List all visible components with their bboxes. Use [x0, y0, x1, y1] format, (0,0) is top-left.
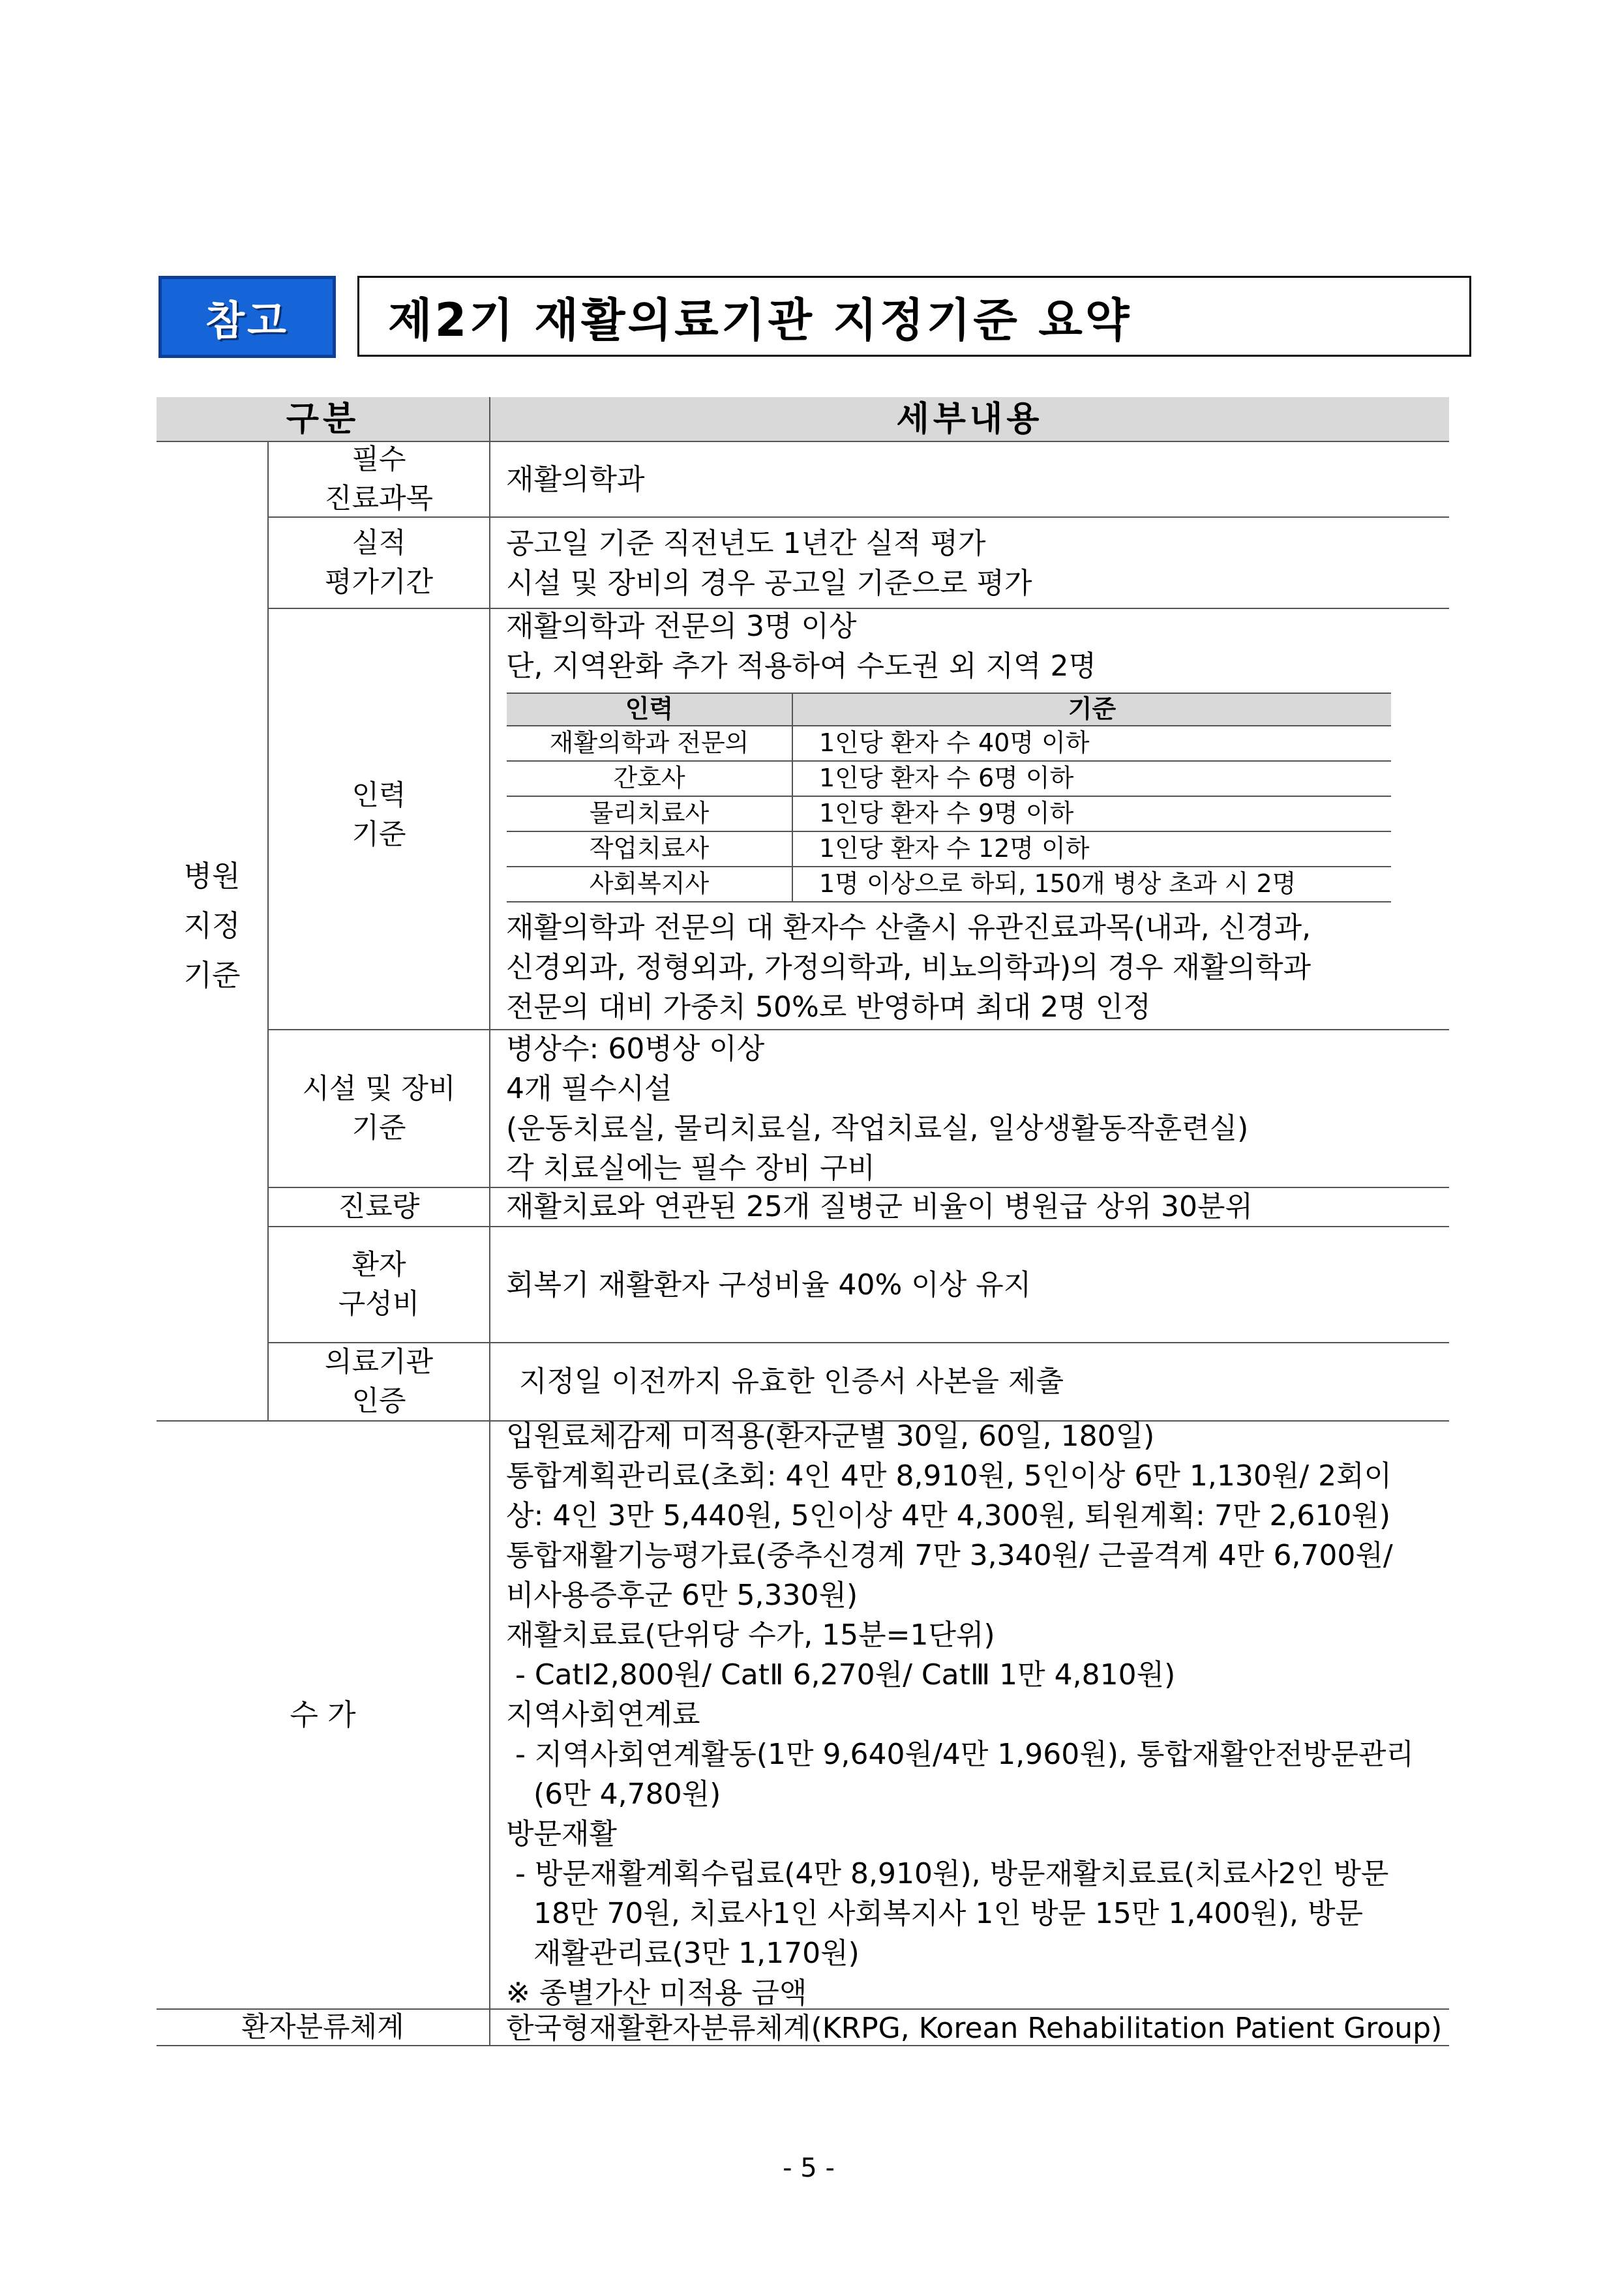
row-value-classification: 한국형재활환자분류체계(KRPG, Korean Rehabilitation Patient Group) [506, 2012, 1443, 2045]
sub-header-standard: 기준 [1068, 694, 1116, 723]
page-title-text: 제2기 재활의료기관 지정기준 요약 [388, 293, 1132, 347]
row-value-facility: 병상수: 60병상 이상 4개 필수시설 (운동치료실, 물리치료실, 작업치료실, 일상생활동작훈련실) 각 치료실에는 필수 장비 구비 [506, 1032, 1249, 1185]
sub-row-standard: 1명 이상으로 하되, 150개 병상 초과 시 2명 [819, 869, 1296, 898]
sub-row-staff: 재활의학과 전문의 [549, 728, 749, 757]
row-value-accreditation: 지정일 이전까지 유효한 인증서 사본을 제출 [519, 1365, 1064, 1398]
row-value-volume: 재활치료와 연관된 25개 질병군 비율이 병원급 상위 30분위 [506, 1190, 1253, 1223]
sub-row-standard: 1인당 환자 수 9명 이하 [819, 799, 1074, 827]
sub-row-standard: 1인당 환자 수 6명 이하 [819, 764, 1074, 792]
sub-header-staff: 인력 [625, 694, 674, 723]
row-label-eval-period: 실적 평가기간 [324, 527, 434, 599]
row-label-facility: 시설 및 장비 기준 [302, 1073, 456, 1144]
sub-row-staff: 물리치료사 [589, 799, 710, 827]
sub-row-standard: 1인당 환자 수 12명 이하 [819, 834, 1090, 863]
col-header-category: 구분 [286, 400, 360, 439]
row-value-patient-ratio: 회복기 재활환자 구성비율 40% 이상 유지 [506, 1268, 1032, 1302]
row-label-required-dept: 필수 진료과목 [324, 443, 434, 515]
row-value-staffing-intro: 재활의학과 전문의 3명 이상 단, 지역완화 추가 적용하여 수도권 외 지역 2명 [506, 610, 1096, 683]
group-label-hospital-designation: 병원 지정 기준 [183, 859, 241, 992]
row-label-staffing: 인력 기준 [352, 779, 406, 851]
row-label-volume: 진료량 [338, 1191, 420, 1223]
sub-row-staff: 간호사 [613, 764, 685, 792]
page-number: - 5 - [783, 2153, 835, 2183]
sub-row-staff: 사회복지사 [589, 869, 710, 898]
row-value-required-dept: 재활의학과 [506, 463, 645, 496]
row-label-patient-ratio: 환자 구성비 [338, 1249, 420, 1320]
row-value-staffing-note: 재활의학과 전문의 대 환자수 산출시 유관진료과목(내과, 신경과, 신경외과, 정형외과, 가정의학과, 비뇨의학과)의 경우 재활의학과 전문의 대비 가중치 50%로 반영하며 최대 2명 인정 [506, 911, 1311, 1024]
row-value-fee: 입원료체감제 미적용(환자군별 30일, 60일, 180일) 통합계획관리료(초회: 4인 4만 8,910원, 5인이상 6만 1,130원/ 2회이 상: 4인 3만 5,440원, 5인이상 4만 4,300원, 퇴원계획: 7만 2,610원) 통합재활기능평가료(중추신경계 7만 3,340원/ 근골격계 4만 6,700원/ 비사용증후군 6만 5,330원) 재활치료료(단위당 수가, 15분=1단위) - CatⅠ2,800원/ CatⅡ 6,270원/ CatⅢ 1만 4,810원) 지역사회연계료 - 지역사회연계활동(1만 9,640원/4만 1,960원), 통합재활안전방문관리 (6만 4,780원) 방문재활 - 방문재활계획수립료(4만 8,910원), 방문재활치료료(치료사2인 방문 18만 70원, 치료사1인 사회복지사 1인 방문 15만 1,400원), 방문 재활관리료(3만 1,170원) ※ 종별가산 미적용 금액 [506, 1420, 1414, 2010]
col-header-detail: 세부내용 [896, 400, 1043, 439]
page-title [357, 276, 1471, 357]
sub-row-standard: 1인당 환자 수 40명 이하 [819, 728, 1090, 757]
row-label-fee: 수 가 [290, 1697, 356, 1732]
row-label-accreditation: 의료기관 인증 [324, 1346, 434, 1418]
row-value-eval-period: 공고일 기준 직전년도 1년간 실적 평가 시설 및 장비의 경우 공고일 기준으로 평가 [506, 527, 1032, 600]
sub-row-staff: 작업치료사 [589, 834, 710, 863]
reference-badge: 참고 [158, 276, 336, 358]
row-label-classification: 환자분류체계 [241, 2011, 404, 2044]
